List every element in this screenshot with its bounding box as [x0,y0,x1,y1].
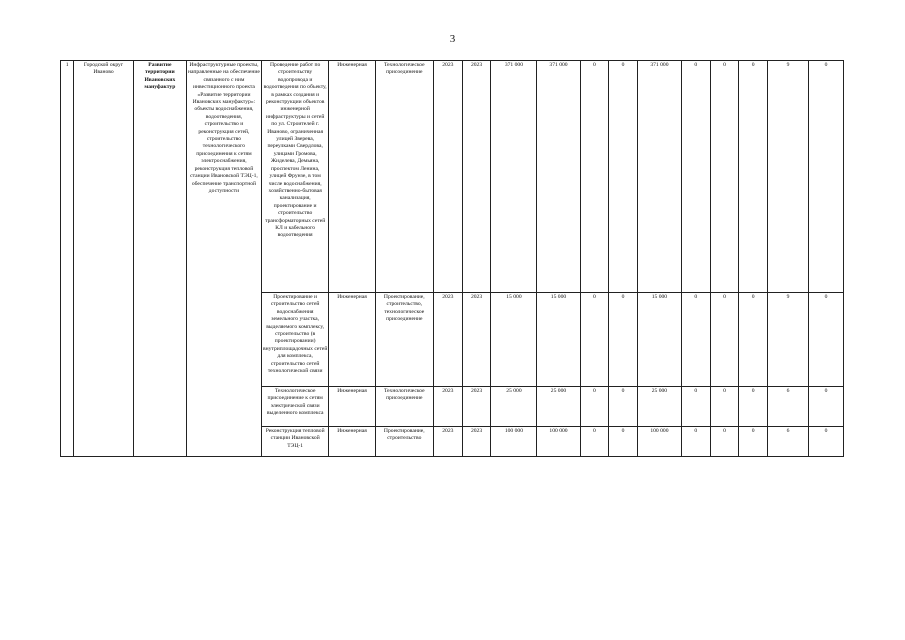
category-cell: Инженерная [329,293,375,387]
value-cell: 371 000 [637,61,681,293]
value-cell: 100 000 [637,427,681,457]
value-cell: 0 [739,427,768,457]
type-cell: Технологическое присоединение [375,387,433,427]
value-cell: 0 [710,61,739,293]
value-cell: 0 [710,427,739,457]
value-cell: 0 [580,427,609,457]
value-cell: 0 [710,293,739,387]
category-cell: Инженерная [329,427,375,457]
type-cell: Проектирование, строительство, технологическое присоединение [375,293,433,387]
value-cell: 25 000 [637,387,681,427]
value-cell: 371 000 [537,61,580,293]
total-cell: 25 000 [491,387,537,427]
value-cell: 0 [609,61,638,293]
value-cell: 0 [739,61,768,293]
year-start-cell: 2023 [434,387,463,427]
project-cell: Развитие территории Ивановских мануфактур [133,61,186,457]
table-row [61,61,844,293]
value-cell: 0 [739,387,768,427]
total-cell: 371 000 [491,61,537,293]
value-cell: 0 [609,387,638,427]
year-end-cell: 2023 [462,427,491,457]
value-cell: 100 000 [537,427,580,457]
participant-cell: Городской округ Иваново [74,61,133,457]
value-cell: 0 [609,427,638,457]
type-cell: Проектирование, строительство [375,427,433,457]
value-cell: 0 [681,427,710,457]
value-cell: 15 000 [637,293,681,387]
year-end-cell: 2023 [462,387,491,427]
value-cell: 9 [768,293,809,387]
year-start-cell: 2023 [434,427,463,457]
value-cell: 0 [809,293,844,387]
event-cell: Проектирование и строительство сетей водоснабжения земельного участка, выделяемого комплексу, строительство (в проектировании) внутриплощадочных сетей для комплекса, строительство сетей технологической связи [261,293,329,387]
value-cell: 6 [768,427,809,457]
year-start-cell: 2023 [434,61,463,293]
page-number: 3 [449,33,456,45]
value-cell: 0 [739,293,768,387]
row-number-cell: 1 [61,61,74,457]
value-cell: 0 [580,61,609,293]
value-cell: 15 000 [537,293,580,387]
value-cell: 0 [681,293,710,387]
year-end-cell: 2023 [462,293,491,387]
total-cell: 100 000 [491,427,537,457]
value-cell: 0 [580,387,609,427]
value-cell: 25 000 [537,387,580,427]
category-cell: Инженерная [329,387,375,427]
value-cell: 6 [768,387,809,427]
value-cell: 0 [809,387,844,427]
event-cell: Технологическое присоединение к сетям электрической связи выделенного комплекса [261,387,329,427]
infrastructure-cell: Инфраструктурные проекты, направленные на обеспечение связанного с ним инвестиционного проекта «Развитие территории Ивановских мануфактур»: объекты водоснабжения, водоотведения, строительство и реконструкция сетей, строительство технологического присоединения к сетям электроснабжения, реконструкция тепловой станции Ивановской ТЭЦ-1, обеспечение транспортной доступности [187,61,262,457]
value-cell: 0 [809,61,844,293]
value-cell: 0 [710,387,739,427]
value-cell: 0 [681,61,710,293]
value-cell: 0 [580,293,609,387]
year-start-cell: 2023 [434,293,463,387]
category-cell: Инженерная [329,61,375,293]
year-end-cell: 2023 [462,61,491,293]
event-cell: Реконструкция тепловой станции Ивановской ТЭЦ-1 [261,427,329,457]
type-cell: Технологическое присоединение [375,61,433,293]
investment-table [60,60,844,457]
event-cell: Проведение работ по строительству водопровода и водоотведения по объекту, в рамках создания и реконструкции объектов инженерной инфраструктуры и сетей по ул. Строителей г. Иваново, ограниченная улицей Зверева, переулками Свердлова, улицами Громова, Жиделева, Демьяна, проспектом Ленина, улицей Фрунзе, в том числе водоснабжения, хозяйственно-бытовая канализация, проектирование и строительство трансформаторных сетей КЛ и кабельного водоотведения [261,61,329,293]
value-cell: 9 [768,61,809,293]
value-cell: 0 [809,427,844,457]
value-cell: 0 [609,293,638,387]
value-cell: 0 [681,387,710,427]
total-cell: 15 000 [491,293,537,387]
